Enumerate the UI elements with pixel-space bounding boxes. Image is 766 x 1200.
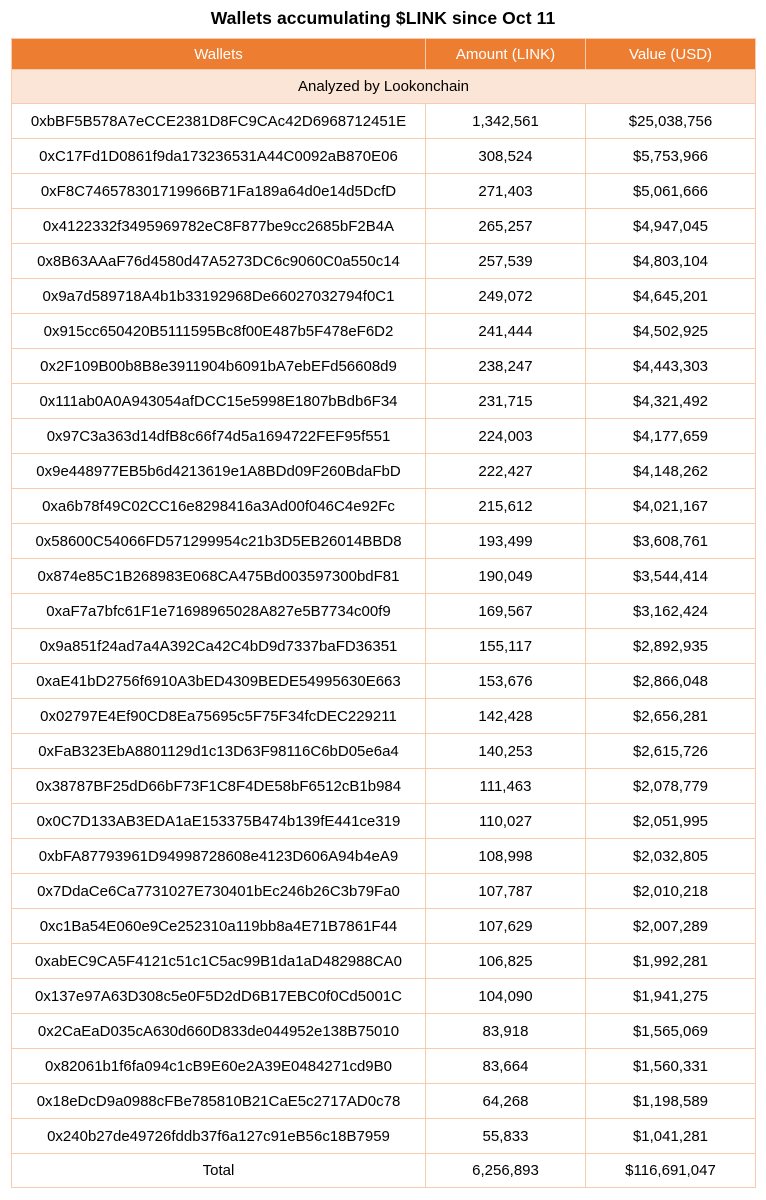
wallet-address-cell: 0x137e97A63D308c5e0F5D2dD6B17EBC0f0Cd5001C [12,979,426,1014]
wallet-address-cell: 0xC17Fd1D0861f9da173236531A44C0092aB870E06 [12,139,426,174]
wallet-address-cell: 0xbFA87793961D94998728608e4123D606A94b4eA9 [12,839,426,874]
wallet-address-cell: 0x9a7d589718A4b1b33192968De66027032794f0C1 [12,279,426,314]
wallet-address-cell: 0x7DdaCe6Ca7731027E730401bEc246b26C3b79Fa0 [12,874,426,909]
amount-cell: 222,427 [426,454,586,489]
amount-cell: 215,612 [426,489,586,524]
amount-cell: 238,247 [426,349,586,384]
value-cell: $4,321,492 [586,384,756,419]
table-row [12,594,756,629]
value-cell: $2,892,935 [586,629,756,664]
wallet-address-cell: 0x240b27de49726fddb37f6a127c91eB56c18B7959 [12,1119,426,1154]
value-cell: $2,866,048 [586,664,756,699]
table-row [12,349,756,384]
column-header-value: Value (USD) [586,39,756,70]
value-cell: $2,078,779 [586,769,756,804]
value-cell: $1,198,589 [586,1084,756,1119]
amount-cell: 308,524 [426,139,586,174]
amount-cell: 140,253 [426,734,586,769]
wallet-address-cell: 0x2CaEaD035cA630d660D833de044952e138B75010 [12,1014,426,1049]
value-cell: $4,443,303 [586,349,756,384]
wallet-address-cell: 0x82061b1f6fa094c1cB9E60e2A39E0484271cd9B0 [12,1049,426,1084]
table-row [12,909,756,944]
amount-cell: 104,090 [426,979,586,1014]
total-value: $116,691,047 [586,1154,756,1188]
wallet-address-cell: 0x58600C54066FD571299954c21b3D5EB26014BBD8 [12,524,426,559]
value-cell: $3,544,414 [586,559,756,594]
table-row [12,804,756,839]
table-row [12,559,756,594]
table-row [12,979,756,1014]
table-row [12,769,756,804]
wallet-address-cell: 0x0C7D133AB3EDA1aE153375B474b139fE441ce319 [12,804,426,839]
value-cell: $25,038,756 [586,104,756,139]
wallet-address-cell: 0x8B63AAaF76d4580d47A5273DC6c9060C0a550c14 [12,244,426,279]
table-row [12,524,756,559]
value-cell: $2,032,805 [586,839,756,874]
wallet-address-cell: 0x915cc650420B5111595Bc8f00E487b5F478eF6D2 [12,314,426,349]
value-cell: $2,010,218 [586,874,756,909]
total-row [12,1154,756,1188]
table-row [12,314,756,349]
column-header-wallets: Wallets [12,39,426,70]
wallet-address-cell: 0xbBF5B578A7eCCE2381D8FC9CAc42D6968712451E [12,104,426,139]
wallet-address-cell: 0x38787BF25dD66bF73F1C8F4DE58bF6512cB1b984 [12,769,426,804]
table-row [12,1084,756,1119]
header-row [12,39,756,70]
amount-cell: 249,072 [426,279,586,314]
amount-cell: 142,428 [426,699,586,734]
value-cell: $3,162,424 [586,594,756,629]
value-cell: $4,645,201 [586,279,756,314]
amount-cell: 64,268 [426,1084,586,1119]
table-row [12,629,756,664]
value-cell: $5,061,666 [586,174,756,209]
amount-cell: 271,403 [426,174,586,209]
amount-cell: 153,676 [426,664,586,699]
value-cell: $4,148,262 [586,454,756,489]
amount-cell: 108,998 [426,839,586,874]
table-row [12,874,756,909]
wallet-address-cell: 0x2F109B00b8B8e3911904b6091bA7ebEFd56608d9 [12,349,426,384]
analyzed-by-label: Analyzed by Lookonchain [12,70,756,104]
amount-cell: 83,664 [426,1049,586,1084]
wallets-table [11,38,756,1188]
wallet-address-cell: 0xF8C746578301719966B71Fa189a64d0e14d5DcfD [12,174,426,209]
table-row [12,699,756,734]
wallet-address-cell: 0x874e85C1B268983E068CA475Bd003597300bdF81 [12,559,426,594]
amount-cell: 241,444 [426,314,586,349]
amount-cell: 155,117 [426,629,586,664]
wallet-address-cell: 0xFaB323EbA8801129d1c13D63F98116C6bD05e6a4 [12,734,426,769]
value-cell: $2,615,726 [586,734,756,769]
table-row [12,1119,756,1154]
amount-cell: 107,787 [426,874,586,909]
table-row [12,664,756,699]
amount-cell: 1,342,561 [426,104,586,139]
wallet-address-cell: 0xa6b78f49C02CC16e8298416a3Ad00f046C4e92Fc [12,489,426,524]
value-cell: $3,608,761 [586,524,756,559]
value-cell: $1,560,331 [586,1049,756,1084]
table-row [12,1049,756,1084]
amount-cell: 257,539 [426,244,586,279]
table-row [12,104,756,139]
amount-cell: 265,257 [426,209,586,244]
wallet-address-cell: 0x9e448977EB5b6d4213619e1A8BDd09F260BdaFbD [12,454,426,489]
wallet-address-cell: 0x97C3a363d14dfB8c66f74d5a1694722FEF95f551 [12,419,426,454]
amount-cell: 110,027 [426,804,586,839]
amount-cell: 106,825 [426,944,586,979]
table-row [12,139,756,174]
table-row [12,209,756,244]
wallet-address-cell: 0x18eDcD9a0988cFBe785810B21CaE5c2717AD0c78 [12,1084,426,1119]
amount-cell: 193,499 [426,524,586,559]
column-header-amount: Amount (LINK) [426,39,586,70]
value-cell: $2,656,281 [586,699,756,734]
value-cell: $4,502,925 [586,314,756,349]
table-row [12,384,756,419]
amount-cell: 107,629 [426,909,586,944]
table-row [12,419,756,454]
amount-cell: 231,715 [426,384,586,419]
wallet-address-cell: 0xabEC9CA5F4121c51c1C5ac99B1da1aD482988CA0 [12,944,426,979]
value-cell: $5,753,966 [586,139,756,174]
table-row [12,244,756,279]
value-cell: $4,803,104 [586,244,756,279]
amount-cell: 83,918 [426,1014,586,1049]
page-title: Wallets accumulating $LINK since Oct 11 [210,8,556,28]
table-row [12,839,756,874]
subheader-row [12,70,756,104]
table-row [12,489,756,524]
total-label: Total [12,1154,426,1188]
total-amount: 6,256,893 [426,1154,586,1188]
table-row [12,1014,756,1049]
wallet-address-cell: 0x111ab0A0A943054afDCC15e5998E1807bBdb6F34 [12,384,426,419]
table-row [12,734,756,769]
value-cell: $1,992,281 [586,944,756,979]
wallet-address-cell: 0xc1Ba54E060e9Ce252310a119bb8a4E71B7861F44 [12,909,426,944]
wallet-address-cell: 0x02797E4Ef90CD8Ea75695c5F75F34fcDEC229211 [12,699,426,734]
table-row [12,279,756,314]
wallet-address-cell: 0x9a851f24ad7a4A392Ca42C4bD9d7337baFD36351 [12,629,426,664]
amount-cell: 224,003 [426,419,586,454]
table-row [12,454,756,489]
amount-cell: 190,049 [426,559,586,594]
amount-cell: 55,833 [426,1119,586,1154]
value-cell: $2,051,995 [586,804,756,839]
value-cell: $1,565,069 [586,1014,756,1049]
value-cell: $1,041,281 [586,1119,756,1154]
wallet-address-cell: 0x4122332f3495969782eC8F877be9cc2685bF2B4A [12,209,426,244]
value-cell: $2,007,289 [586,909,756,944]
value-cell: $4,177,659 [586,419,756,454]
amount-cell: 169,567 [426,594,586,629]
wallet-address-cell: 0xaE41bD2756f6910A3bED4309BEDE54995630E663 [12,664,426,699]
table-row [12,944,756,979]
value-cell: $4,947,045 [586,209,756,244]
table-body [12,104,756,1154]
amount-cell: 111,463 [426,769,586,804]
wallet-address-cell: 0xaF7a7bfc61F1e71698965028A827e5B7734c00f9 [12,594,426,629]
value-cell: $4,021,167 [586,489,756,524]
value-cell: $1,941,275 [586,979,756,1014]
table-row [12,174,756,209]
